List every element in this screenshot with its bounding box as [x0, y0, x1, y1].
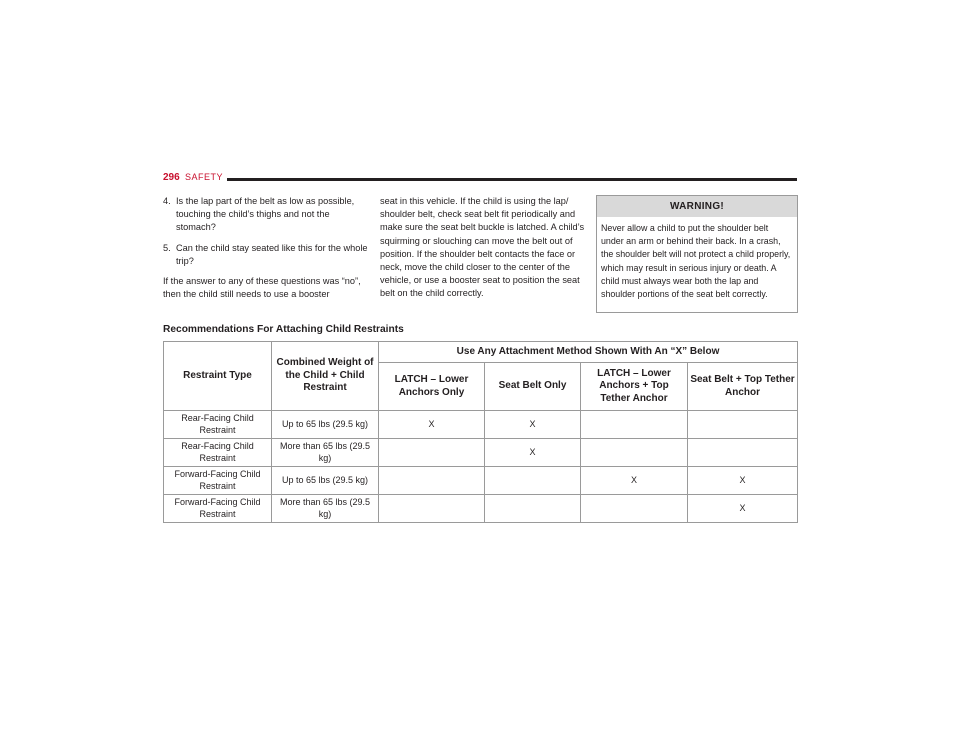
- column-header-seat-belt: Seat Belt Only: [485, 363, 581, 411]
- restraint-type-cell: Rear-Facing Child Restraint: [164, 439, 272, 467]
- mark-cell: X: [485, 439, 581, 467]
- item-number: 4.: [163, 196, 171, 206]
- mark-cell: [581, 411, 688, 439]
- table-header-row: [164, 342, 798, 363]
- column-header-latch: LATCH – Lower Anchors Only: [379, 363, 485, 411]
- mark-cell: X: [379, 411, 485, 439]
- weight-cell: More than 65 lbs (29.5 kg): [272, 439, 379, 467]
- restraint-type-cell: Forward-Facing Child Restraint: [164, 495, 272, 523]
- table-row: [164, 495, 798, 523]
- child-restraint-table: [163, 341, 798, 523]
- item-number: 5.: [163, 242, 171, 253]
- mark-cell: [581, 439, 688, 467]
- column-header-restraint-type: Restraint Type: [164, 342, 272, 411]
- table-title: Recommendations For Attaching Child Restraints: [163, 324, 404, 335]
- restraint-type-cell: Rear-Facing Child Restraint: [164, 411, 272, 439]
- mark-cell: [379, 439, 485, 467]
- mark-cell: X: [581, 467, 688, 495]
- column-header-latch-top-tether: LATCH – Lower Anchors + Top Tether Anchor: [581, 363, 688, 411]
- mark-cell: [485, 495, 581, 523]
- item-text: Can the child stay seated like this for the whole trip?: [176, 242, 368, 266]
- restraint-type-cell: Forward-Facing Child Restraint: [164, 467, 272, 495]
- header-rule: [227, 178, 797, 181]
- table-row: [164, 411, 798, 439]
- weight-cell: Up to 65 lbs (29.5 kg): [272, 411, 379, 439]
- page-header: [163, 172, 797, 186]
- item-text: Is the lap part of the belt as low as possible, touching the child’s thighs and not the stomach?: [176, 196, 355, 233]
- booster-paragraph-end: seat in this vehicle. If the child is using the lap/ shoulder belt, check seat belt fit periodically and make sure the seat belt buckle is latched. A child’s squirming or slouching can move the belt out of position. If the shoulder belt contacts the face or neck, move the child closer to the center of the vehicle, or use a booster seat to position the seat belt on the child correctly.: [380, 196, 585, 299]
- table-row: [164, 439, 798, 467]
- text-column-1: [163, 195, 371, 301]
- list-item: [163, 195, 371, 235]
- weight-cell: Up to 65 lbs (29.5 kg): [272, 467, 379, 495]
- mark-cell: [688, 439, 798, 467]
- mark-cell: [485, 467, 581, 495]
- mark-cell: [581, 495, 688, 523]
- section-title: SAFETY: [185, 172, 224, 182]
- column-header-seat-belt-top-tether: Seat Belt + Top Tether Anchor: [688, 363, 798, 411]
- weight-cell: More than 65 lbs (29.5 kg): [272, 495, 379, 523]
- table-row: [164, 467, 798, 495]
- column-header-weight: Combined Weight of the Child + Child Restraint: [272, 342, 379, 411]
- mark-cell: X: [485, 411, 581, 439]
- text-column-2: [380, 195, 585, 301]
- mark-cell: [379, 495, 485, 523]
- warning-title: WARNING!: [597, 196, 797, 217]
- list-item: [163, 242, 371, 268]
- booster-paragraph-start: If the answer to any of these questions was “no”, then the child still needs to use a booster: [163, 276, 361, 300]
- mark-cell: X: [688, 495, 798, 523]
- page-number: 296: [163, 172, 180, 183]
- mark-cell: [379, 467, 485, 495]
- warning-box: [596, 195, 798, 313]
- column-group-header: Use Any Attachment Method Shown With An “X” Below: [379, 342, 798, 363]
- mark-cell: [688, 411, 798, 439]
- warning-text: Never allow a child to put the shoulder belt under an arm or behind their back. In a crash, the shoulder belt will not protect a child properly, which may result in serious injury or death. A child must always wear both the lap and shoulder portions of the seat belt correctly.: [601, 223, 791, 300]
- mark-cell: X: [688, 467, 798, 495]
